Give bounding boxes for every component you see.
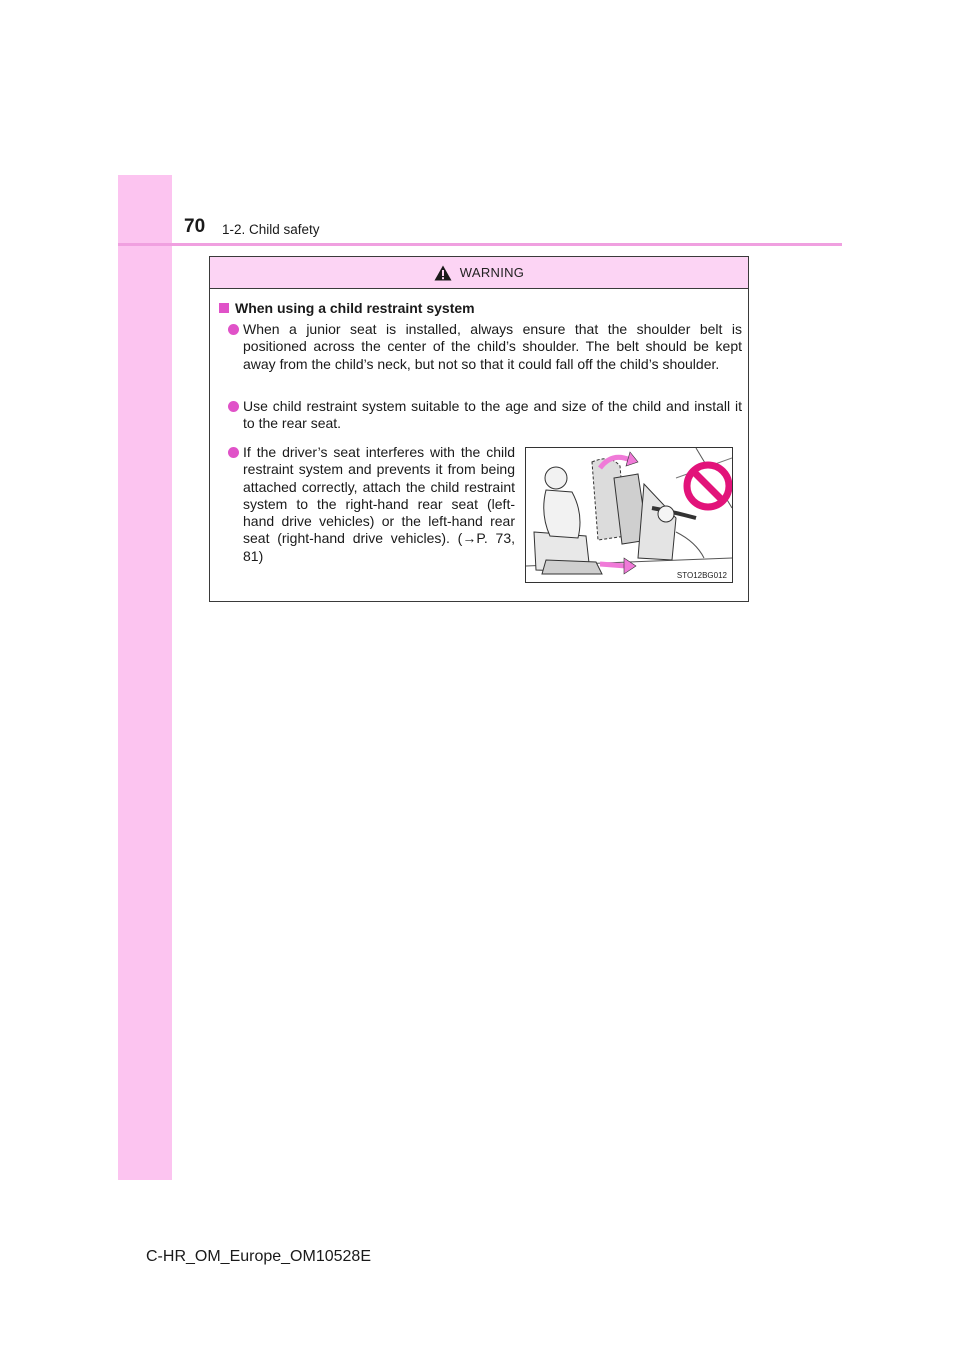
figure-code: STO12BG012 [676,571,727,580]
section-title: 1-2. Child safety [222,222,320,237]
warning-label: WARNING [459,265,525,280]
warning-heading [219,300,475,316]
warning-bullet [243,398,742,433]
warning-box [209,256,749,602]
bullet-dot-icon [228,447,239,458]
bullet-dot-icon [228,324,239,335]
prohibition-sign-icon [687,465,729,507]
warning-bullet-text: If the driver’s seat interferes with the child restraint system and prevents it from being attached correctly, attach the child restraint system to the right-hand rear seat (left-hand drive vehicles) or the left-hand rear seat (right-hand drive vehicles). (→P. 73, 81) [243,444,515,564]
square-bullet-icon [219,303,229,313]
warning-header [210,257,748,289]
header-rule [118,243,842,246]
illustration-drawing [526,448,732,582]
warning-heading-text: When using a child restraint system [235,300,475,316]
warning-bullet-text: Use child restraint system suitable to the age and size of the child and install it to the rear seat. [243,398,742,432]
warning-bullet-text: When a junior seat is installed, always ensure that the shoulder belt is positioned across the center of the child’s shoulder. The belt should be kept away from the child’s neck, but not so that it could fall off the child’s shoulder. [243,321,742,372]
child-seat-illustration [525,447,733,583]
document-id: C-HR_OM_Europe_OM10528E [146,1248,371,1265]
bullet-dot-icon [228,401,239,412]
side-chapter-tab [118,175,172,1180]
warning-bullet [243,444,515,565]
warning-triangle-icon [434,265,452,281]
warning-bullet [243,321,742,373]
page-number: 70 [184,216,206,237]
